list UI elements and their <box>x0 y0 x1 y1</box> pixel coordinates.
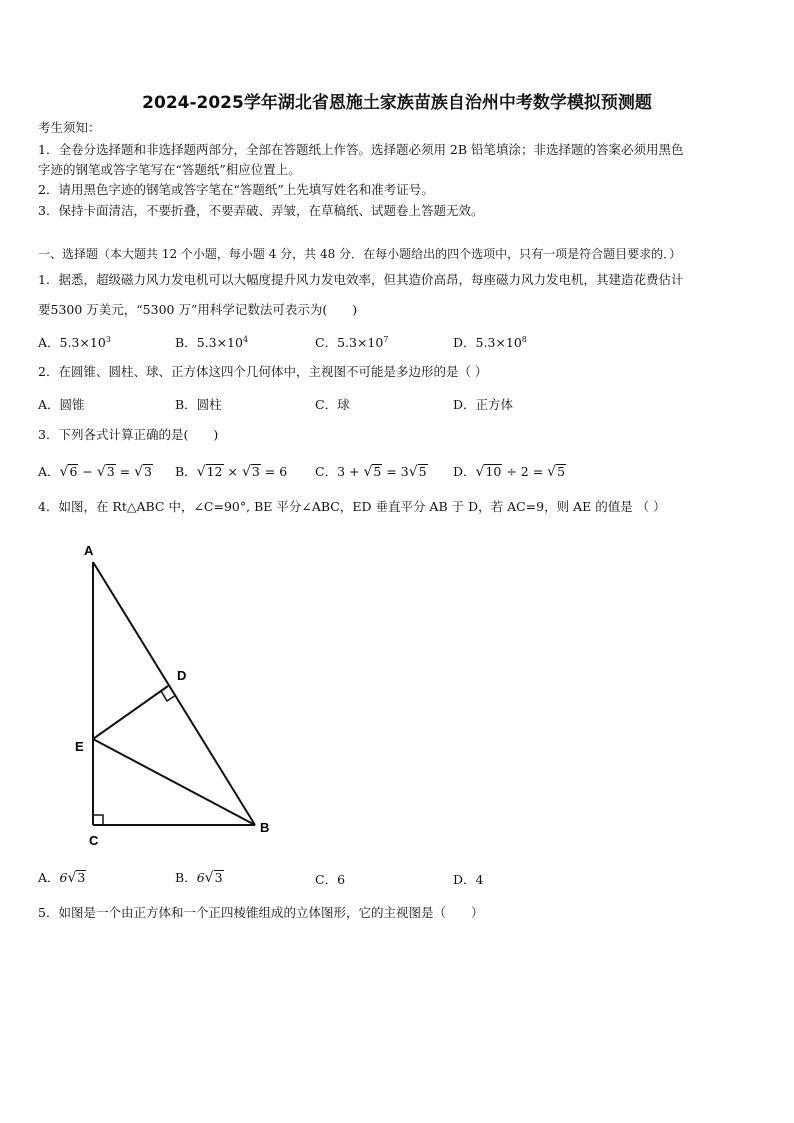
q3-option-a <box>38 462 153 480</box>
page-title: 2024-2025学年湖北省恩施土家族苗族自治州中考数学模拟预测题 <box>142 93 652 113</box>
q3-option-d <box>453 462 566 480</box>
point-label-b: B <box>260 820 270 835</box>
q1-stem-line-2: 要5300 万美元，“5300 万”用科学记数法可表示为( ) <box>38 302 358 317</box>
option-label: C． <box>315 464 338 479</box>
coefficient: 6 <box>196 870 205 885</box>
option-label: D． <box>453 464 476 479</box>
q3-option-c <box>315 462 428 480</box>
q2-option-b: B．圆柱 <box>175 397 222 412</box>
q2-stem: 2．在圆锥、圆柱、球、正方体这四个几何体中，主视图不可能是多边形的是（ ） <box>38 364 488 379</box>
q1-option-c <box>315 333 388 351</box>
radicand: 5 <box>373 464 382 479</box>
q4-option-c: C．6 <box>315 872 346 887</box>
q1-option-b <box>175 333 248 351</box>
q3-option-b <box>175 462 287 480</box>
q4-triangle-figure <box>70 535 290 855</box>
q3-stem: 3．下列各式计算正确的是( ) <box>38 427 219 442</box>
option-exponent: 7 <box>383 335 389 344</box>
option-exponent: 8 <box>521 335 527 344</box>
radicand: 5 <box>418 464 427 479</box>
radicand: 3 <box>144 464 152 479</box>
radical-sign: √ <box>67 870 77 886</box>
q2-option-d: D．正方体 <box>453 397 514 412</box>
option-base: 5.3×10 <box>196 335 243 350</box>
q1-option-a <box>38 333 111 351</box>
triangle-diagram <box>70 535 290 855</box>
notice-line-1: 1．全卷分选择题和非选择题两部分，全部在答题纸上作答。选择题必须用 2B 铅笔填涂；非选择题的答案必须用黑色 <box>38 142 684 157</box>
option-exponent: 3 <box>105 335 111 344</box>
radical-sign: √ <box>363 464 373 480</box>
option-base: 5.3×10 <box>475 335 522 350</box>
radical-sign: √ <box>547 464 557 480</box>
option-label: D． <box>453 335 476 350</box>
q4-stem: 4．如图，在 Rt△ABC 中，∠C=90°, BE 平分∠ABC，ED 垂直平分 AB 于 D，若 AC=9，则 AE 的值是 （ ） <box>38 499 666 514</box>
radical-sign: √ <box>96 464 106 480</box>
option-label: B． <box>175 464 197 479</box>
q4-option-a <box>38 868 86 886</box>
expression-mid: ÷ 2 = <box>502 464 548 479</box>
section-heading: 一、选择题（本大题共 12 个小题，每小题 4 分，共 48 分．在每小题给出的四个选项中，只有一项是符合题目要求的．） <box>38 247 682 261</box>
option-label: B． <box>175 870 197 885</box>
radical-sign: √ <box>134 464 144 480</box>
q1-stem-line-1: 1．据悉，超级磁力风力发电机可以大幅度提升风力发电效率，但其造价高昂，每座磁力风力发电机，其建造花费估计 <box>38 272 684 287</box>
option-label: A． <box>38 464 60 479</box>
expression-head: 3 + <box>337 464 364 479</box>
option-exponent: 4 <box>242 335 249 344</box>
option-base: 5.3×10 <box>337 335 384 350</box>
radicand: 3 <box>214 870 223 885</box>
point-label-a: A <box>84 543 94 558</box>
operator: × <box>223 464 242 479</box>
expression-mid: = 3 <box>382 464 409 479</box>
side-ab <box>93 562 255 825</box>
option-label: C． <box>315 335 338 350</box>
point-label-c: C <box>89 833 99 848</box>
option-label: A． <box>38 870 60 885</box>
radicand: 3 <box>77 870 86 885</box>
q2-option-a: A．圆锥 <box>38 397 85 412</box>
notice-line-4: 3．保持卡面清洁，不要折叠，不要弄破、弄皱，在草稿纸、试题卷上答题无效。 <box>38 203 484 218</box>
coefficient: 6 <box>59 870 68 885</box>
q2-option-c: C．球 <box>315 397 350 412</box>
radicand: 12 <box>206 464 223 479</box>
q1-option-d <box>453 333 527 351</box>
q5-stem: 5．如图是一个由正方体和一个正四棱锥组成的立体图形，它的主视图是（ ） <box>38 905 484 920</box>
segment-ed <box>93 686 168 739</box>
segment-eb <box>93 739 255 825</box>
radicand: 5 <box>557 464 566 479</box>
notice-line-3: 2．请用黑色字迹的钢笔或答字笔在“答题纸”上先填写姓名和准考证号。 <box>38 182 434 197</box>
option-base: 5.3×10 <box>59 335 106 350</box>
q4-option-d: D．4 <box>453 872 484 887</box>
radicand: 3 <box>251 464 260 479</box>
radical-sign: √ <box>408 464 418 480</box>
q4-option-b <box>175 868 224 886</box>
radical-sign: √ <box>59 464 69 480</box>
radicand: 10 <box>485 464 502 479</box>
radical-sign: √ <box>204 870 214 886</box>
right-angle-mark-c <box>93 815 103 825</box>
radical-sign: √ <box>475 464 485 480</box>
point-label-e: E <box>75 739 84 754</box>
radicand: 3 <box>106 464 115 479</box>
point-label-d: D <box>177 668 187 683</box>
expression-tail: = 6 <box>260 464 288 479</box>
option-label: B． <box>175 335 197 350</box>
notice-heading: 考生须知： <box>38 120 101 135</box>
notice-line-2: 字迹的钢笔或答字笔写在“答题纸”相应位置上。 <box>38 162 301 177</box>
radical-sign: √ <box>196 464 206 480</box>
radical-sign: √ <box>241 464 251 480</box>
radicand: 6 <box>69 464 78 479</box>
option-label: A． <box>38 335 60 350</box>
operator: = <box>115 464 135 479</box>
operator: − <box>78 464 97 479</box>
